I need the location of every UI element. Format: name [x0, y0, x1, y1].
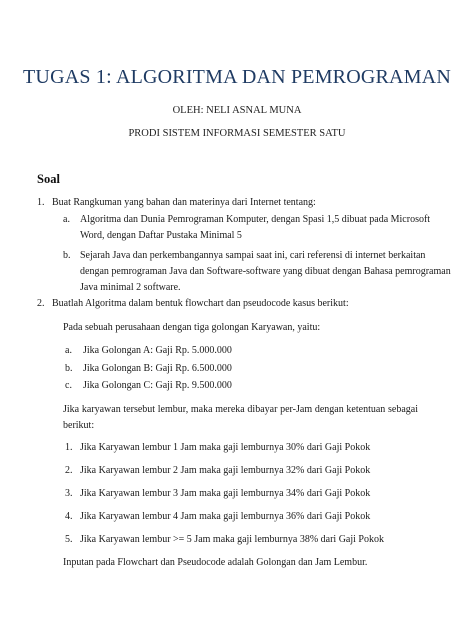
q2-intro: Pada sebuah perusahaan dengan tiga golongan Karyawan, yaitu: — [63, 322, 321, 333]
q1a-marker: a. — [63, 214, 70, 225]
author-line: OLEH: NELI ASNAL MUNA — [172, 105, 302, 116]
lembur-1-marker: 1. — [65, 442, 73, 453]
q1-marker: 1. — [37, 197, 45, 208]
golongan-b-text: Jika Golongan B: Gaji Rp. 6.500.000 — [83, 363, 232, 374]
program-line: PRODI SISTEM INFORMASI SEMESTER SATU — [128, 128, 346, 139]
q2-marker: 2. — [37, 298, 45, 309]
lembur-3-text: Jika Karyawan lembur 3 Jam maka gaji lemburnya 34% dari Gaji Pokok — [80, 488, 371, 499]
document-title: TUGAS 1: ALGORITMA DAN PEMROGRAMAN — [23, 66, 451, 88]
lembur-5-text: Jika Karyawan lembur >= 5 Jam maka gaji lemburnya 38% dari Gaji Pokok — [80, 534, 384, 545]
golongan-c-text: Jika Golongan C: Gaji Rp. 9.500.000 — [83, 380, 232, 391]
lembur-intro-line2: berikut: — [63, 420, 95, 431]
section-heading: Soal — [37, 172, 60, 186]
q1b-marker: b. — [63, 250, 71, 261]
golongan-a-text: Jika Golongan A: Gaji Rp. 5.000.000 — [83, 345, 232, 356]
q1a-line2: Word, dengan Daftar Pustaka Minimal 5 — [80, 230, 242, 241]
lembur-5-marker: 5. — [65, 534, 73, 545]
lembur-4-text: Jika Karyawan lembur 4 Jam maka gaji lemburnya 36% dari Gaji Pokok — [80, 511, 371, 522]
q2-text: Buatlah Algoritma dalam bentuk flowchart dan pseudocode kasus berikut: — [52, 298, 349, 309]
lembur-2-text: Jika Karyawan lembur 2 Jam maka gaji lemburnya 32% dari Gaji Pokok — [80, 465, 371, 476]
q1b-line3: Java minimal 2 software. — [80, 282, 181, 293]
lembur-1-text: Jika Karyawan lembur 1 Jam maka gaji lemburnya 30% dari Gaji Pokok — [80, 442, 371, 453]
q1-text: Buat Rangkuman yang bahan dan materinya dari Internet tentang: — [52, 197, 316, 208]
golongan-c-marker: c. — [65, 380, 72, 391]
q1b-line1: Sejarah Java dan perkembangannya sampai saat ini, cari referensi di internet berkaitan — [80, 250, 426, 261]
lembur-2-marker: 2. — [65, 465, 73, 476]
q1a-line1: Algoritma dan Dunia Pemrograman Komputer, dengan Spasi 1,5 dibuat pada Microsoft — [80, 214, 431, 225]
lembur-intro-line1: Jika karyawan tersebut lembur, maka mereka dibayar per-Jam dengan ketentuan sebagai — [63, 404, 418, 415]
closing-line: Inputan pada Flowchart dan Pseudocode adalah Golongan dan Jam Lembur. — [63, 557, 368, 568]
lembur-3-marker: 3. — [65, 488, 73, 499]
q1b-line2: dengan pemrograman Java dan Software-software yang dibuat dengan Bahasa pemrograman — [80, 266, 451, 277]
golongan-a-marker: a. — [65, 345, 72, 356]
golongan-b-marker: b. — [65, 363, 73, 374]
lembur-4-marker: 4. — [65, 511, 73, 522]
